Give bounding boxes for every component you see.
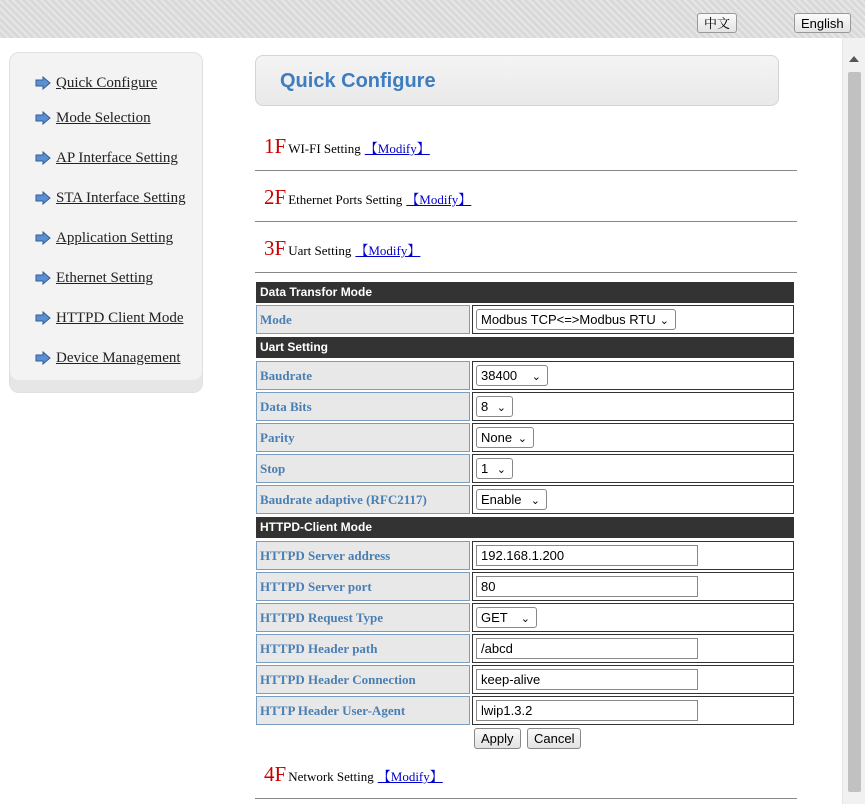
section-floor-letter: F — [274, 236, 287, 260]
divider — [255, 798, 797, 799]
chevron-down-icon: ⌄ — [530, 495, 540, 507]
baudrate-adaptive-cell — [472, 485, 794, 514]
arrow-right-icon — [35, 231, 51, 245]
sidebar-item-ethernet-setting[interactable] — [35, 267, 153, 289]
mode-label: Mode — [256, 305, 470, 334]
stop-cell — [472, 454, 794, 483]
stop-row — [256, 454, 794, 483]
arrow-right-icon — [35, 191, 51, 205]
sidebar-item-ap-interface[interactable] — [35, 147, 178, 169]
sidebar-item-mode-selection[interactable] — [35, 107, 151, 129]
arrow-right-icon — [35, 151, 51, 165]
arrow-right-icon — [35, 111, 51, 125]
data-bits-cell — [472, 392, 794, 421]
chevron-down-icon: ⌄ — [517, 433, 527, 445]
mode-select[interactable] — [476, 309, 676, 330]
httpd-header-connection-cell — [472, 665, 794, 694]
httpd-server-port-input[interactable]: 80 — [476, 576, 698, 597]
english-language-button[interactable]: English — [794, 13, 851, 33]
ethernet-ports-modify-link[interactable]: 【Modify】 — [406, 192, 472, 207]
scrollbar-thumb[interactable] — [848, 72, 861, 792]
data-bits-row — [256, 392, 794, 421]
chevron-down-icon: ⌄ — [496, 464, 506, 476]
stop-label: Stop — [256, 454, 470, 483]
chevron-down-icon: ⌄ — [520, 613, 530, 625]
chevron-down-icon: ⌄ — [496, 402, 506, 414]
sidebar-item-label: AP Interface Setting — [56, 149, 178, 166]
arrow-right-icon — [35, 76, 51, 90]
stop-select-value: 1 — [481, 461, 489, 476]
divider — [255, 170, 797, 171]
httpd-server-port-cell — [472, 572, 794, 601]
sidebar-item-device-management[interactable] — [35, 347, 181, 369]
baudrate-adaptive-label: Baudrate adaptive (RFC2117) — [256, 485, 470, 514]
section-number: 3 — [264, 236, 275, 260]
sidebar-item-label: Device Management — [56, 349, 181, 366]
parity-cell — [472, 423, 794, 452]
httpd-request-type-select-value: GET — [481, 610, 508, 625]
apply-button[interactable]: Apply — [474, 728, 521, 749]
stop-select[interactable] — [476, 458, 513, 479]
page-title: Quick Configure — [280, 70, 436, 92]
sidebar-item-label: Ethernet Setting — [56, 269, 154, 286]
scroll-up-arrow-icon[interactable] — [849, 56, 859, 62]
sidebar-item-httpd-client-mode[interactable] — [35, 307, 184, 329]
http-header-user-agent-cell — [472, 696, 794, 725]
form-buttons-row — [256, 728, 794, 749]
baudrate-adaptive-select-value: Enable — [481, 492, 522, 507]
httpd-request-type-row — [256, 603, 794, 632]
data-transfor-mode-header: Data Transfor Mode — [256, 282, 794, 303]
section-floor-letter: F — [274, 185, 287, 209]
parity-select-value: None — [481, 430, 513, 445]
arrow-right-icon — [35, 351, 51, 365]
httpd-header-connection-label: HTTPD Header Connection — [256, 665, 470, 694]
baudrate-label: Baudrate — [256, 361, 470, 390]
parity-select[interactable] — [476, 427, 534, 448]
baudrate-row — [256, 361, 794, 390]
mode-select-value: Modbus TCP<=>Modbus RTU — [481, 312, 656, 327]
mode-row — [256, 305, 794, 334]
section-label: WI-FI Setting — [288, 141, 361, 156]
baudrate-adaptive-row — [256, 485, 794, 514]
arrow-right-icon — [35, 271, 51, 285]
httpd-header-path-row — [256, 634, 794, 663]
sidebar-item-label: Mode Selection — [56, 109, 151, 126]
baudrate-adaptive-select[interactable] — [476, 489, 547, 510]
section-label: Uart Setting — [288, 243, 352, 258]
httpd-server-address-row — [256, 541, 794, 570]
section-wifi — [264, 134, 430, 160]
data-bits-select-value: 8 — [481, 399, 489, 414]
mode-cell — [472, 305, 794, 334]
baudrate-cell — [472, 361, 794, 390]
httpd-client-mode-header: HTTPD-Client Mode — [256, 517, 794, 538]
sidebar-nav — [9, 52, 203, 393]
uart-setting-header: Uart Setting — [256, 337, 794, 358]
wifi-modify-link[interactable]: 【Modify】 — [364, 141, 430, 156]
httpd-server-port-row — [256, 572, 794, 601]
httpd-header-path-label: HTTPD Header path — [256, 634, 470, 663]
cancel-button[interactable]: Cancel — [527, 728, 581, 749]
baudrate-select-value: 38400 — [481, 368, 518, 383]
chevron-down-icon: ⌄ — [659, 315, 669, 327]
httpd-request-type-cell — [472, 603, 794, 632]
section-floor-letter: F — [274, 762, 287, 786]
section-number: 4 — [264, 762, 275, 786]
httpd-server-address-input[interactable]: 192.168.1.200 — [476, 545, 698, 566]
httpd-header-path-cell — [472, 634, 794, 663]
page-header — [255, 55, 779, 106]
data-bits-label: Data Bits — [256, 392, 470, 421]
chevron-down-icon: ⌄ — [531, 371, 541, 383]
httpd-header-connection-row — [256, 665, 794, 694]
http-header-user-agent-input[interactable]: lwip1.3.2 — [476, 700, 698, 721]
sidebar-item-label: Application Setting — [56, 229, 174, 246]
network-modify-link[interactable]: 【Modify】 — [377, 769, 443, 784]
httpd-header-connection-input[interactable]: keep-alive — [476, 669, 698, 690]
section-ethernet-ports — [264, 185, 471, 211]
divider — [255, 272, 797, 273]
divider — [255, 221, 797, 222]
sidebar-item-label: HTTPD Client Mode — [56, 309, 184, 326]
section-number: 1 — [264, 134, 275, 158]
sidebar-item-sta-interface[interactable] — [35, 187, 186, 209]
parity-label: Parity — [256, 423, 470, 452]
parity-row — [256, 423, 794, 452]
section-uart — [264, 236, 420, 262]
sidebar-item-label: Quick Configure — [56, 74, 158, 91]
section-label: Network Setting — [288, 769, 374, 784]
section-network — [264, 762, 443, 788]
section-label: Ethernet Ports Setting — [288, 192, 403, 207]
httpd-header-path-input[interactable]: /abcd — [476, 638, 698, 659]
baudrate-select[interactable] — [476, 365, 548, 386]
sidebar-item-quick-configure[interactable] — [35, 72, 157, 94]
httpd-server-port-label: HTTPD Server port — [256, 572, 470, 601]
section-number: 2 — [264, 185, 275, 209]
httpd-request-type-label: HTTPD Request Type — [256, 603, 470, 632]
section-floor-letter: F — [274, 134, 287, 158]
uart-modify-link[interactable]: 【Modify】 — [355, 243, 421, 258]
chinese-language-button[interactable]: 中文 — [697, 13, 737, 33]
http-header-user-agent-row — [256, 696, 794, 725]
sidebar-item-label: STA Interface Setting — [56, 189, 186, 206]
data-bits-select[interactable] — [476, 396, 513, 417]
httpd-request-type-select[interactable] — [476, 607, 537, 628]
httpd-server-address-cell — [472, 541, 794, 570]
http-header-user-agent-label: HTTP Header User-Agent — [256, 696, 470, 725]
sidebar-item-application-setting[interactable] — [35, 227, 173, 249]
arrow-right-icon — [35, 311, 51, 325]
httpd-server-address-label: HTTPD Server address — [256, 541, 470, 570]
